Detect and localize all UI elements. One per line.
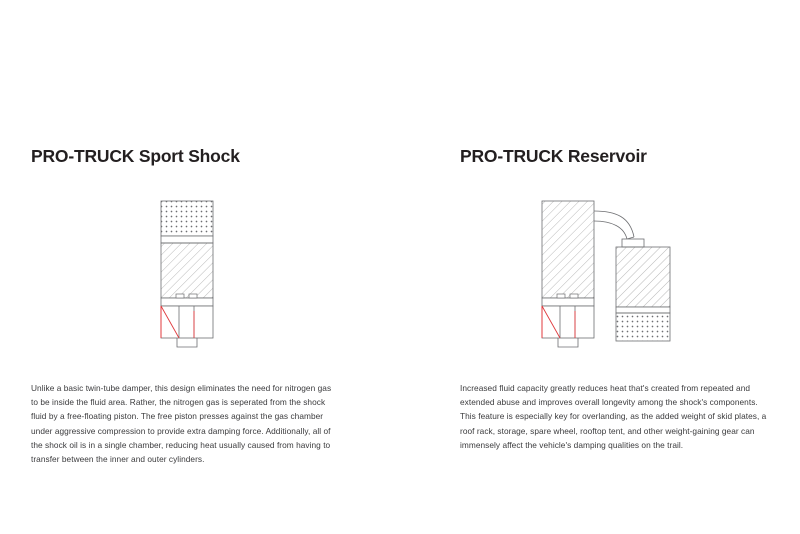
page-title-reservoir: PRO-TRUCK Reservoir [460, 146, 647, 166]
figure-reservoir [460, 199, 800, 359]
body-text-sport-shock: Unlike a basic twin-tube damper, this design eliminates the need for nitrogen gas to be inside the fluid area. Rather, the nitrogen gas is seperated from the shock fluid by a free-floating piston. The free piston presses against the gas chamber under aggressive compression to provide extra damping force. Additionally, all of the shock oil is in a single chamber, reducing heat usually caused from having to transfer between the inner and outer cylinders. [31, 383, 332, 465]
page-title-sport-shock: PRO-TRUCK Sport Shock [31, 146, 240, 166]
sport-shock-diagram [149, 199, 225, 349]
figure-sport-shock [31, 199, 371, 359]
column-reservoir [400, 0, 800, 534]
reservoir-shock-diagram [530, 199, 700, 349]
body-text-reservoir: Increased fluid capacity greatly reduces heat that's created from repeated and extended abuse and improves overall longevity among the shock's components. This feature is especially key for overlanding, as the added weight of skid plates, a roof rack, storage, spare wheel, rooftop tent, and other weight-gaining gear can immensely affect the vehicle's damping qualities on the trail. [460, 383, 767, 450]
